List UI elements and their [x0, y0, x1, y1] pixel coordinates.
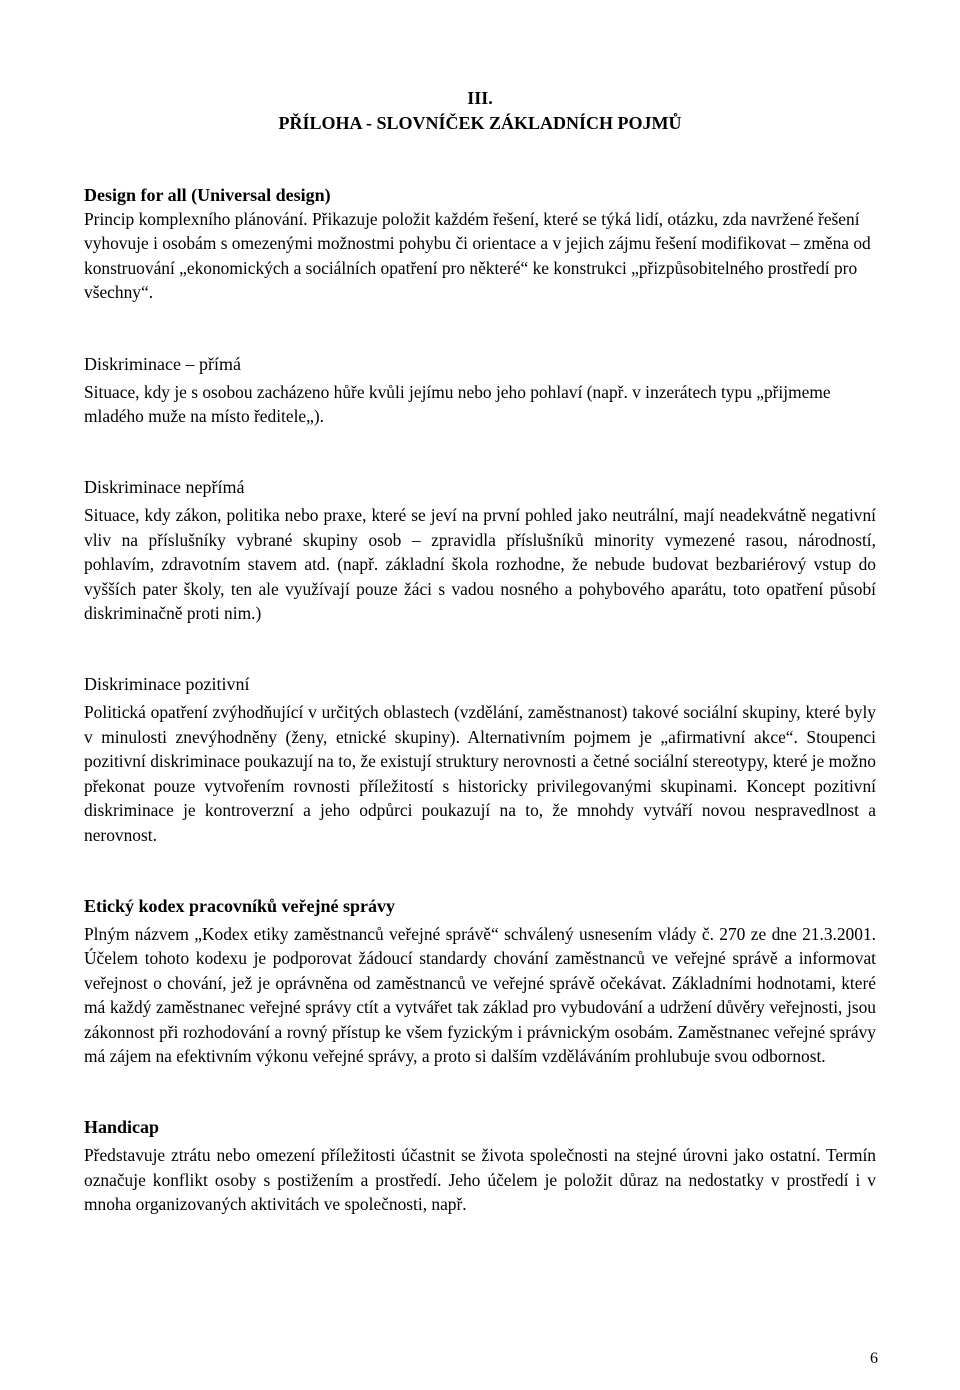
section-positive-discrimination — [84, 672, 876, 846]
appendix-title: PŘÍLOHA - SLOVNÍČEK ZÁKLADNÍCH POJMŮ — [278, 113, 682, 133]
section-title: Etický kodex pracovníků veřejné správy — [84, 895, 396, 916]
document-page — [84, 86, 876, 1264]
section-text: Politická opatření zvýhodňující v určitých oblastech (vzdělání, zaměstnanost) takové sociální skupiny, které byly v minulosti znevýhodněny (ženy, etnické skupiny). Alternativním pojmem je „afirmativní akce“. Stoupenci pozitivní diskriminace poukazují na to, že existují struktury nerovnosti a četné sociální stereotypy, které je možno překonat pouze vytvořením rovnosti příležitostí s historicky privilegovanými skupinami. Koncept pozitivní diskriminace je kontroverzní a jeho odpůrci poukazují na to, že mnohdy vytváří novou nespravedlnost a nerovnost. — [84, 702, 876, 845]
section-design-for-all — [84, 183, 876, 305]
section-text: Princip komplexního plánování. Přikazuje položit každém řešení, které se týká lidí, otázku, zda navržené řešení vyhovuje i osobám s omezenými možnostmi pohybu či orientace a v jejich zájmu řešení modifikovat – změna od konstruování „ekonomických a sociálních opatření pro některé“ ke konstrukci „přizpůsobitelného prostředí pro všechny“. — [84, 209, 871, 303]
section-text: Plným názvem „Kodex etiky zaměstnanců veřejné správě“ schválený usnesením vlády č. 270 ze dne 21.3.2001. Účelem tohoto kodexu je podporovat žádoucí standardy chování zaměstnanců ve veřejné správě a informovat veřejnost o chování, jež je oprávněna od zaměstnanců ve veřejné správě očekávat. Základními hodnotami, které má každý zaměstnanec veřejné správy ctít a vytvářet tak základ pro vybudování a udržení důvěry veřejnosti, jsou zákonnost při rozhodování a rovný přístup ke všem fyzickým i právnickým osobám. Zaměstnanec veřejné správy má zájem na efektivním výkonu veřejné správy, a proto si dalším vzděláváním prohlubuje svou odbornost. — [84, 923, 876, 1066]
section-ethics-code — [84, 894, 876, 1068]
section-title: Diskriminace nepřímá — [84, 477, 245, 498]
section-handicap — [84, 1115, 876, 1216]
section-indirect-discrimination — [84, 475, 876, 625]
section-title: Design for all (Universal design) — [84, 185, 331, 205]
section-title: Handicap — [84, 1117, 160, 1138]
page-number: 6 — [870, 1350, 878, 1367]
section-text: Situace, kdy zákon, politika nebo praxe, které se jeví na první pohled jako neutrální, mají neadekvátně negativní vliv na příslušníky vybrané skupiny osob – zpravidla příslušníků minority vymezené rasou, národností, pohlavím, zdravotním stavem atd. (např. základní škola rozhodne, že nebude budovat bezbariérový vstup do vyšších pater školy, ten ale využívají pouze žáci s vadou nosného a pohybového aparátu, toto opatření působí diskriminačně proti nim.) — [84, 505, 876, 624]
section-text: Představuje ztrátu nebo omezení příležitosti účastnit se života společnosti na stejné úrovni jako ostatní. Termín označuje konflikt osoby s postižením a prostředí. Jeho účelem je položit důraz na nedostatky v prostředí i v mnoha organizovaných aktivitách ve společnosti, např. — [84, 1145, 876, 1215]
section-text: Situace, kdy je s osobou zacházeno hůře kvůli jejímu nebo jeho pohlaví (např. v inzerátech typu „přijmeme mladého muže na místo ředitele„). — [84, 381, 831, 427]
section-direct-discrimination — [84, 352, 876, 429]
section-title: Diskriminace – přímá — [84, 353, 241, 374]
section-title: Diskriminace pozitivní — [84, 674, 250, 695]
appendix-number: III. — [467, 88, 493, 108]
